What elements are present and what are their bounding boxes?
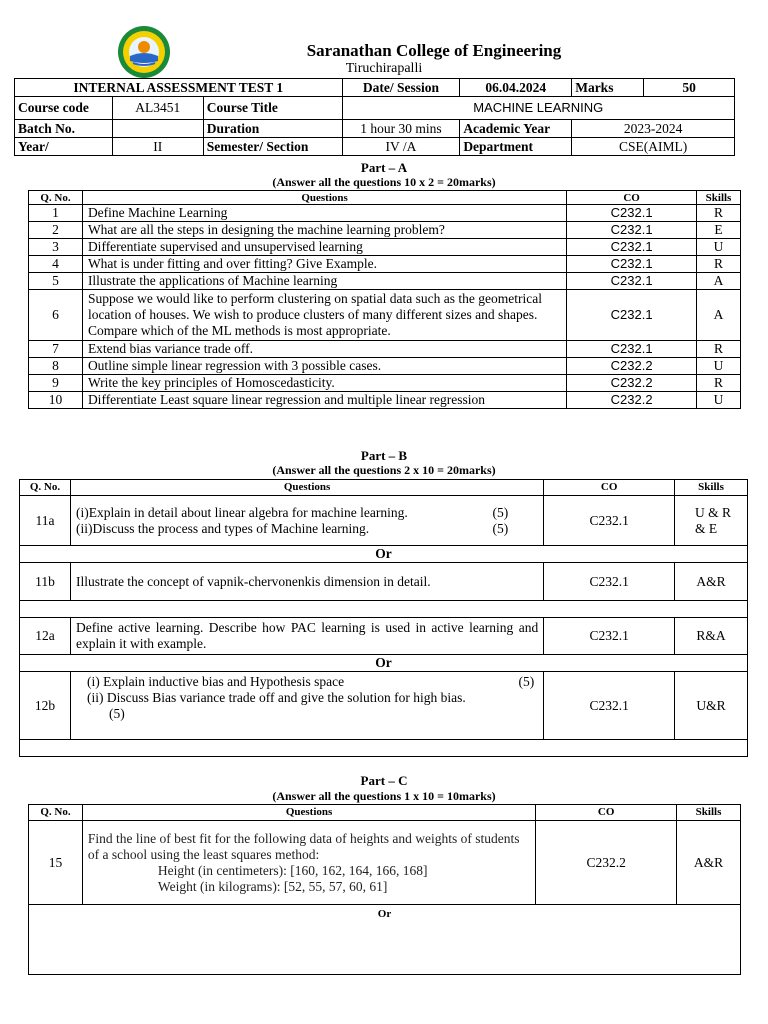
academic-year-value: 2023-2024 (572, 120, 735, 138)
co-code: C232.2 (567, 358, 697, 375)
year-value: II (112, 138, 203, 156)
marks: (5) (518, 674, 535, 689)
date-label: Date/ Session (342, 79, 460, 97)
question-number: 5 (29, 273, 83, 290)
college-name: Saranathan College of Engineering (306, 41, 562, 60)
question-number: 10 (29, 392, 83, 409)
question-text: Outline simple linear regression with 3 possible cases. (82, 358, 566, 375)
question-number: 7 (29, 341, 83, 358)
table-row (29, 290, 741, 341)
part-a-subtitle: (Answer all the questions 10 x 2 = 20marks) (272, 175, 496, 189)
part-a-title: Part – A (360, 160, 408, 175)
duration-value: 1 hour 30 mins (342, 120, 460, 138)
question-number: 4 (29, 256, 83, 273)
part-c-table (28, 804, 741, 975)
skill-code: U (697, 239, 741, 256)
col-skills: Skills (697, 191, 741, 205)
part-a-table (28, 190, 741, 409)
duration-label: Duration (203, 120, 342, 138)
question-text (82, 821, 535, 905)
question-12a-row (20, 618, 748, 655)
skill-code: E (697, 222, 741, 239)
skill-code: U (697, 392, 741, 409)
skill-code: U & R & E (675, 496, 748, 546)
department-value: CSE(AIML) (572, 138, 735, 156)
or-label: Or (20, 546, 748, 563)
question-text: Illustrate the applications of Machine learning (82, 273, 566, 290)
table-row (29, 358, 741, 375)
question-11a-row (20, 496, 748, 546)
col-qno: Q. No. (29, 805, 83, 821)
co-code: C232.2 (567, 392, 697, 409)
table-row (29, 205, 741, 222)
part-c-title: Part – C (360, 773, 408, 788)
co-code: C232.2 (536, 821, 677, 905)
question-number: 11b (20, 563, 71, 601)
table-row (29, 222, 741, 239)
marks-label: Marks (572, 79, 644, 97)
question-number: 6 (29, 290, 83, 341)
question-number: 3 (29, 239, 83, 256)
co-code: C232.1 (567, 290, 697, 341)
question-part: (i)Explain in detail about linear algebra for machine learning. (75, 504, 408, 520)
skill-code: U&R (675, 672, 748, 740)
academic-year-label: Academic Year (460, 120, 572, 138)
semester-label: Semester/ Section (203, 138, 342, 156)
question-text: Suppose we would like to perform clustering on spatial data such as the geometrical location of houses. We wish to produce clusters of many different sizes and shapes. Compare which of the ML methods is most appropriate. (82, 290, 566, 341)
or-row (29, 905, 741, 975)
question-text: Illustrate the concept of vapnik-chervonenkis dimension in detail. (70, 563, 543, 601)
question-12b-row (20, 672, 748, 740)
batch-label: Batch No. (15, 120, 113, 138)
course-title-value: MACHINE LEARNING (342, 97, 734, 120)
marks: (5) (492, 504, 509, 520)
question-text: Define active learning. Describe how PAC learning is used in active learning and explain it with example. (70, 618, 543, 655)
question-text: Differentiate supervised and unsupervised learning (82, 239, 566, 256)
question-text: Write the key principles of Homoscedasticity. (82, 375, 566, 392)
part-b-table (19, 479, 748, 757)
marks: (5) (108, 706, 125, 721)
course-title-label: Course Title (203, 97, 342, 120)
table-row (29, 375, 741, 392)
question-part: (ii)Discuss the process and types of Machine learning. (75, 520, 370, 536)
co-code: C232.1 (567, 256, 697, 273)
course-code-label: Course code (15, 97, 113, 120)
skill-code: R (697, 256, 741, 273)
question-text: What are all the steps in designing the machine learning problem? (82, 222, 566, 239)
question-number: 1 (29, 205, 83, 222)
question-number: 9 (29, 375, 83, 392)
col-questions: Questions (82, 191, 566, 205)
question-number: 12b (20, 672, 71, 740)
marks: (5) (492, 520, 509, 536)
co-code: C232.1 (544, 563, 675, 601)
part-b-title: Part – B (360, 448, 408, 463)
co-code: C232.1 (544, 672, 675, 740)
co-code: C232.1 (567, 273, 697, 290)
or-row (20, 655, 748, 672)
weight-data: Weight (in kilograms): [52, 55, 57, 60, 61] (157, 878, 388, 894)
department-label: Department (460, 138, 572, 156)
question-text (70, 496, 543, 546)
question-number: 12a (20, 618, 71, 655)
question-text: What is under fitting and over fitting? Give Example. (82, 256, 566, 273)
table-row (29, 273, 741, 290)
batch-value (112, 120, 203, 138)
height-data: Height (in centimeters): [160, 162, 164, 166, 168] (157, 862, 428, 878)
question-11b-row (20, 563, 748, 601)
or-label: Or (29, 905, 741, 975)
question-part: (ii) Discuss Bias variance trade off and give the solution for high bias. (86, 690, 466, 705)
skill-code: U (697, 358, 741, 375)
question-15-row (29, 821, 741, 905)
spacer-row (20, 740, 748, 757)
question-intro: Find the line of best fit for the following data of heights and weights of students of a school using the least squares method: (87, 830, 520, 862)
college-city: Tiruchirapalli (345, 61, 423, 76)
table-row (29, 341, 741, 358)
question-number: 2 (29, 222, 83, 239)
course-code-value: AL3451 (112, 97, 203, 120)
skill-code: A (697, 290, 741, 341)
skill-code: R (697, 205, 741, 222)
exam-info-table (14, 78, 735, 156)
col-qno: Q. No. (29, 191, 83, 205)
skill-code: R&A (675, 618, 748, 655)
question-number: 11a (20, 496, 71, 546)
skill-code: R (697, 341, 741, 358)
skill-code: A&R (675, 563, 748, 601)
table-row (29, 256, 741, 273)
marks-value: 50 (644, 79, 735, 97)
co-code: C232.2 (567, 375, 697, 392)
col-qno: Q. No. (20, 480, 71, 496)
col-co: CO (544, 480, 675, 496)
table-row (29, 392, 741, 409)
col-questions: Questions (70, 480, 543, 496)
col-co: CO (536, 805, 677, 821)
or-label: Or (20, 655, 748, 672)
question-text: Define Machine Learning (82, 205, 566, 222)
or-row (20, 546, 748, 563)
col-co: CO (567, 191, 697, 205)
co-code: C232.1 (544, 618, 675, 655)
part-c-subtitle: (Answer all the questions 1 x 10 = 10marks) (272, 789, 496, 803)
skill-code: A&R (677, 821, 741, 905)
semester-value: IV /A (342, 138, 460, 156)
test-title: INTERNAL ASSESSMENT TEST 1 (15, 79, 343, 97)
col-skills: Skills (677, 805, 741, 821)
co-code: C232.1 (567, 239, 697, 256)
co-code: C232.1 (567, 341, 697, 358)
question-text: Differentiate Least square linear regression and multiple linear regression (82, 392, 566, 409)
question-part: (i) Explain inductive bias and Hypothesis space (86, 674, 345, 689)
co-code: C232.1 (544, 496, 675, 546)
question-text (70, 672, 543, 740)
co-code: C232.1 (567, 205, 697, 222)
question-number: 8 (29, 358, 83, 375)
skill-code: A (697, 273, 741, 290)
part-b-subtitle: (Answer all the questions 2 x 10 = 20marks) (272, 463, 496, 477)
year-label: Year/ (15, 138, 113, 156)
col-questions: Questions (82, 805, 535, 821)
spacer-row (20, 601, 748, 618)
table-row (29, 239, 741, 256)
question-number: 15 (29, 821, 83, 905)
question-text: Extend bias variance trade off. (82, 341, 566, 358)
skill-code: R (697, 375, 741, 392)
date-value: 06.04.2024 (460, 79, 572, 97)
col-skills: Skills (675, 480, 748, 496)
co-code: C232.1 (567, 222, 697, 239)
